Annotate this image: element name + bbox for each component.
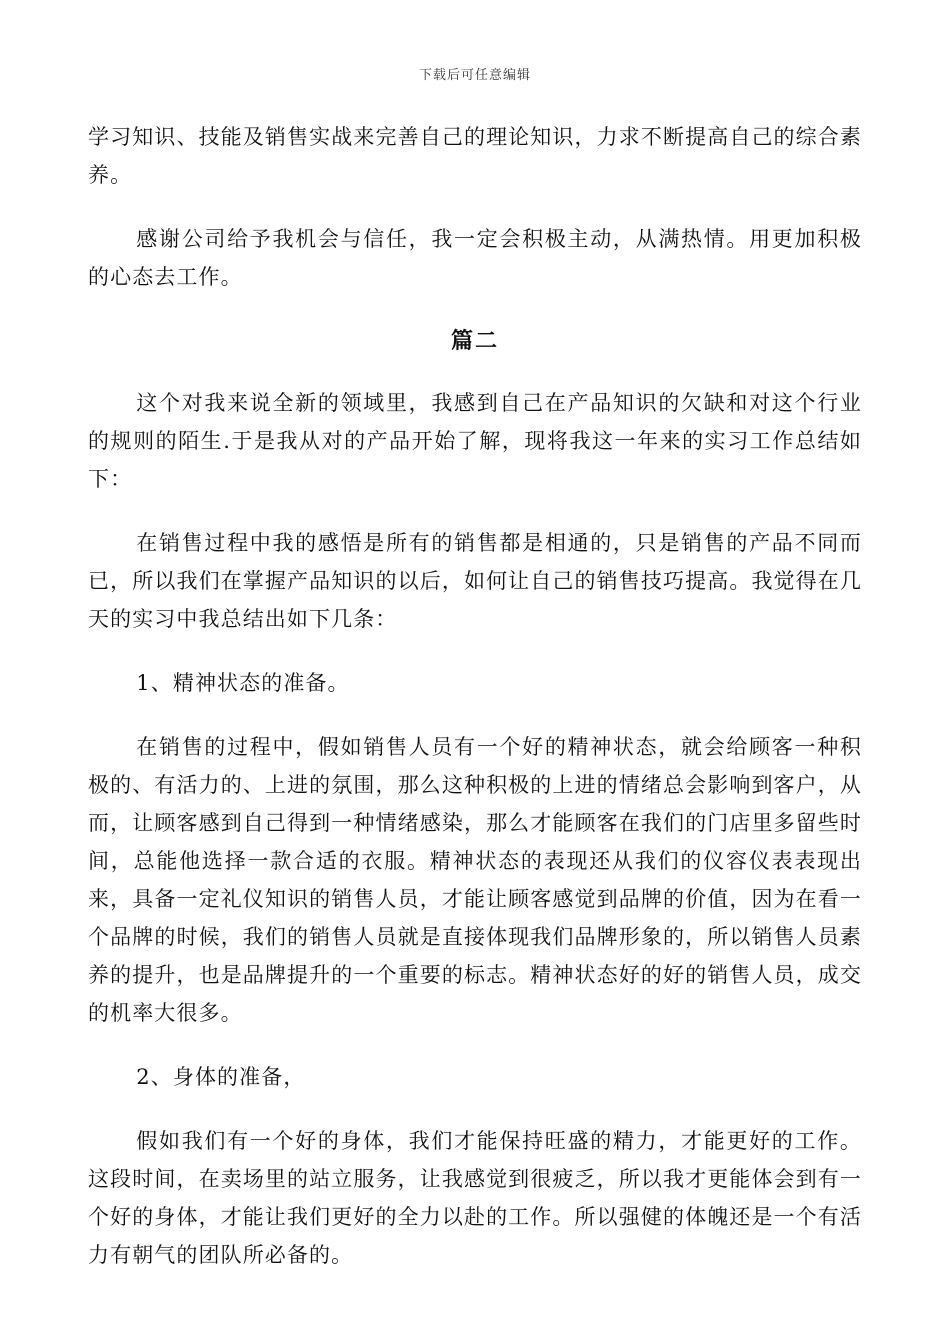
paragraph-3: 这个对我来说全新的领域里，我感到自己在产品知识的欠缺和对这个行业的规则的陌生.于是我从对的产品开始了解，现将我这一年来的实习工作总结如下： xyxy=(88,391,862,491)
paragraph-2: 感谢公司给予我机会与信任，我一定会积极主动，从满热情。用更加积极的心态去工作。 xyxy=(88,227,862,289)
paragraph-1: 学习知识、技能及销售实战来完善自己的理论知识，力求不断提高自己的综合素养。 xyxy=(88,125,862,187)
list-item-1-title: 1、精神状态的准备。 xyxy=(136,671,350,695)
paragraph-6: 假如我们有一个好的身体，我们才能保持旺盛的精力，才能更好的工作。这段时间，在卖场里的站立服务，让我感觉到很疲乏，所以我才更能体会到有一个好的身体，才能让我们更好的全力以赴的工作。所以强健的体魄还是一个有活力有朝气的团队所必备的。 xyxy=(88,1129,862,1267)
paragraph-4: 在销售过程中我的感悟是所有的销售都是相通的，只是销售的产品不同而已，所以我们在掌握产品知识的以后，如何让自己的销售技巧提高。我觉得在几天的实习中我总结出如下几条： xyxy=(88,531,862,631)
list-item-2-title: 2、身体的准备， xyxy=(136,1065,306,1089)
page-header: 下载后可任意编辑 xyxy=(418,68,531,83)
section-heading: 篇二 xyxy=(450,328,499,354)
paragraph-5: 在销售的过程中，假如销售人员有一个好的精神状态，就会给顾客一种积极的、有活力的、上进的氛围，那么这种积极的上进的情绪总会影响到客户，从而，让顾客感到自己得到一种情绪感染，那么才能顾客在我们的门店里多留些时间，总能他选择一款合适的衣服。精神状态的表现还从我们的仪容仪表表现出来，具备一定礼仪知识的销售人员，才能让顾客感觉到品牌的价值，因为在看一个品牌的时候，我们的销售人员就是直接体现我们品牌形象的，所以销售人员素养的提升，也是品牌提升的一个重要的标志。精神状态好的好的销售人员，成交的机率大很多。 xyxy=(88,735,862,1025)
document-body xyxy=(88,118,862,1300)
